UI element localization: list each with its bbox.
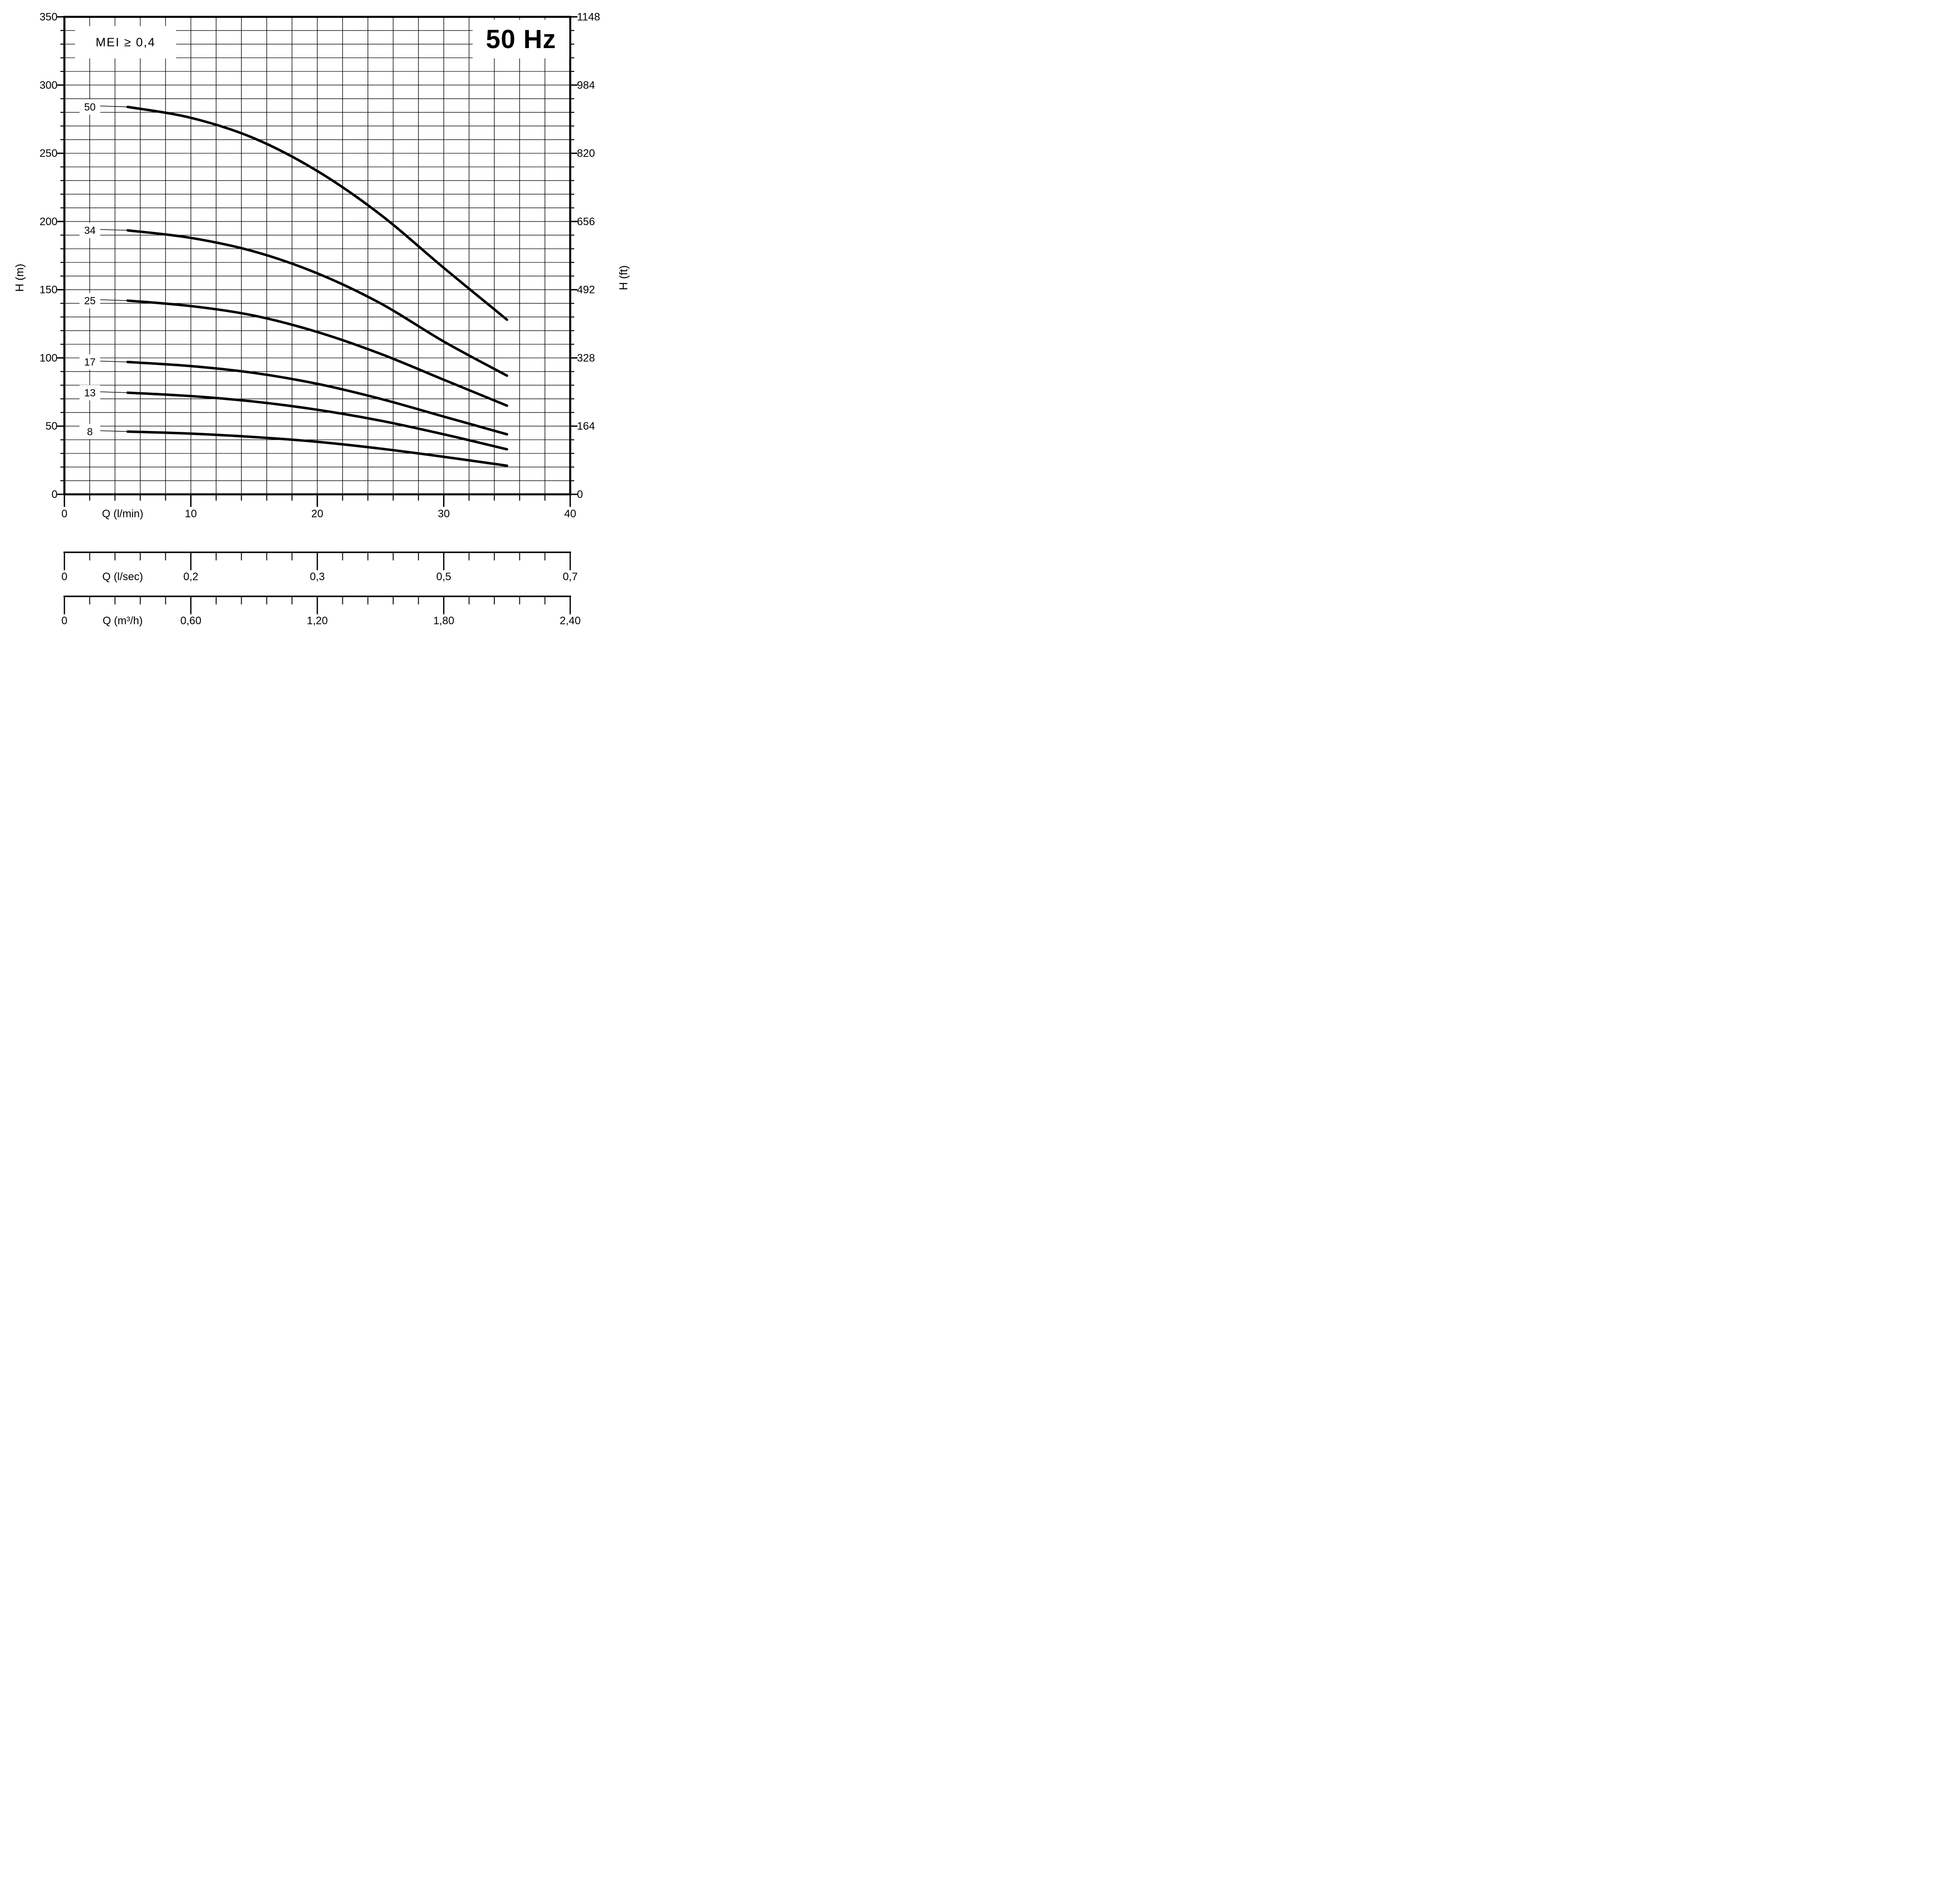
- x-tick-label: 40: [564, 508, 576, 520]
- curve-stage-label: 8: [87, 426, 93, 438]
- secondary-axis-tick-label: 0,60: [180, 615, 202, 627]
- x-tick-label: 20: [311, 508, 324, 520]
- chart-canvas: [0, 0, 653, 629]
- curve-stage-label: 17: [84, 356, 96, 368]
- secondary-axis-tick-label: 0,5: [436, 571, 452, 583]
- secondary-axis-tick-label: 0,3: [310, 571, 325, 583]
- secondary-axis-tick-label: 0,2: [183, 571, 199, 583]
- y-left-tick-label: 50: [45, 420, 58, 433]
- y-left-axis-label: H (m): [13, 263, 26, 292]
- secondary-axis-tick-label: 0: [61, 615, 67, 627]
- x-tick-label: 10: [185, 508, 197, 520]
- secondary-axis-tick-label: 0,7: [563, 571, 578, 583]
- pump-performance-chart: [0, 0, 653, 629]
- curve-stage-label: 50: [84, 101, 96, 113]
- curve-stage-label: 25: [84, 294, 96, 306]
- y-left-tick-label: 100: [39, 352, 58, 364]
- y-left-tick-label: 300: [39, 79, 58, 92]
- y-left-tick-label: 250: [39, 147, 58, 160]
- secondary-axis-tick-label: 0: [61, 571, 67, 583]
- y-right-tick-label: 0: [577, 488, 583, 501]
- y-left-tick-label: 200: [39, 215, 58, 228]
- x-tick-label: 30: [438, 508, 450, 520]
- secondary-axis-unit-label: Q (l/sec): [102, 571, 143, 583]
- secondary-axis-tick-label: 1,20: [306, 615, 328, 627]
- secondary-axis-unit-label: Q (m³/h): [102, 615, 143, 627]
- y-left-tick-label: 0: [51, 488, 58, 501]
- y-left-tick-label: 150: [39, 284, 58, 296]
- secondary-axis-tick-label: 2,40: [559, 615, 581, 627]
- y-right-tick-label: 328: [577, 352, 595, 364]
- y-right-tick-label: 164: [577, 420, 595, 433]
- chart-background: [0, 0, 653, 629]
- y-right-tick-label: 656: [577, 215, 595, 228]
- y-right-axis-label: H (ft): [617, 265, 630, 290]
- x-axis-unit-label: Q (l/min): [102, 508, 143, 520]
- curve-stage-label: 13: [84, 386, 96, 399]
- frequency-badge: 50 Hz: [473, 20, 569, 58]
- y-right-tick-label: 984: [577, 79, 595, 92]
- y-right-tick-label: 1148: [577, 11, 600, 23]
- y-right-tick-label: 820: [577, 147, 595, 160]
- x-tick-label: 0: [61, 508, 67, 520]
- mei-annotation: MEI ≥ 0,4: [75, 26, 176, 58]
- y-left-tick-label: 350: [39, 11, 58, 23]
- secondary-axis-tick-label: 1,80: [433, 615, 454, 627]
- y-right-tick-label: 492: [577, 284, 595, 296]
- curve-stage-label: 34: [84, 224, 96, 236]
